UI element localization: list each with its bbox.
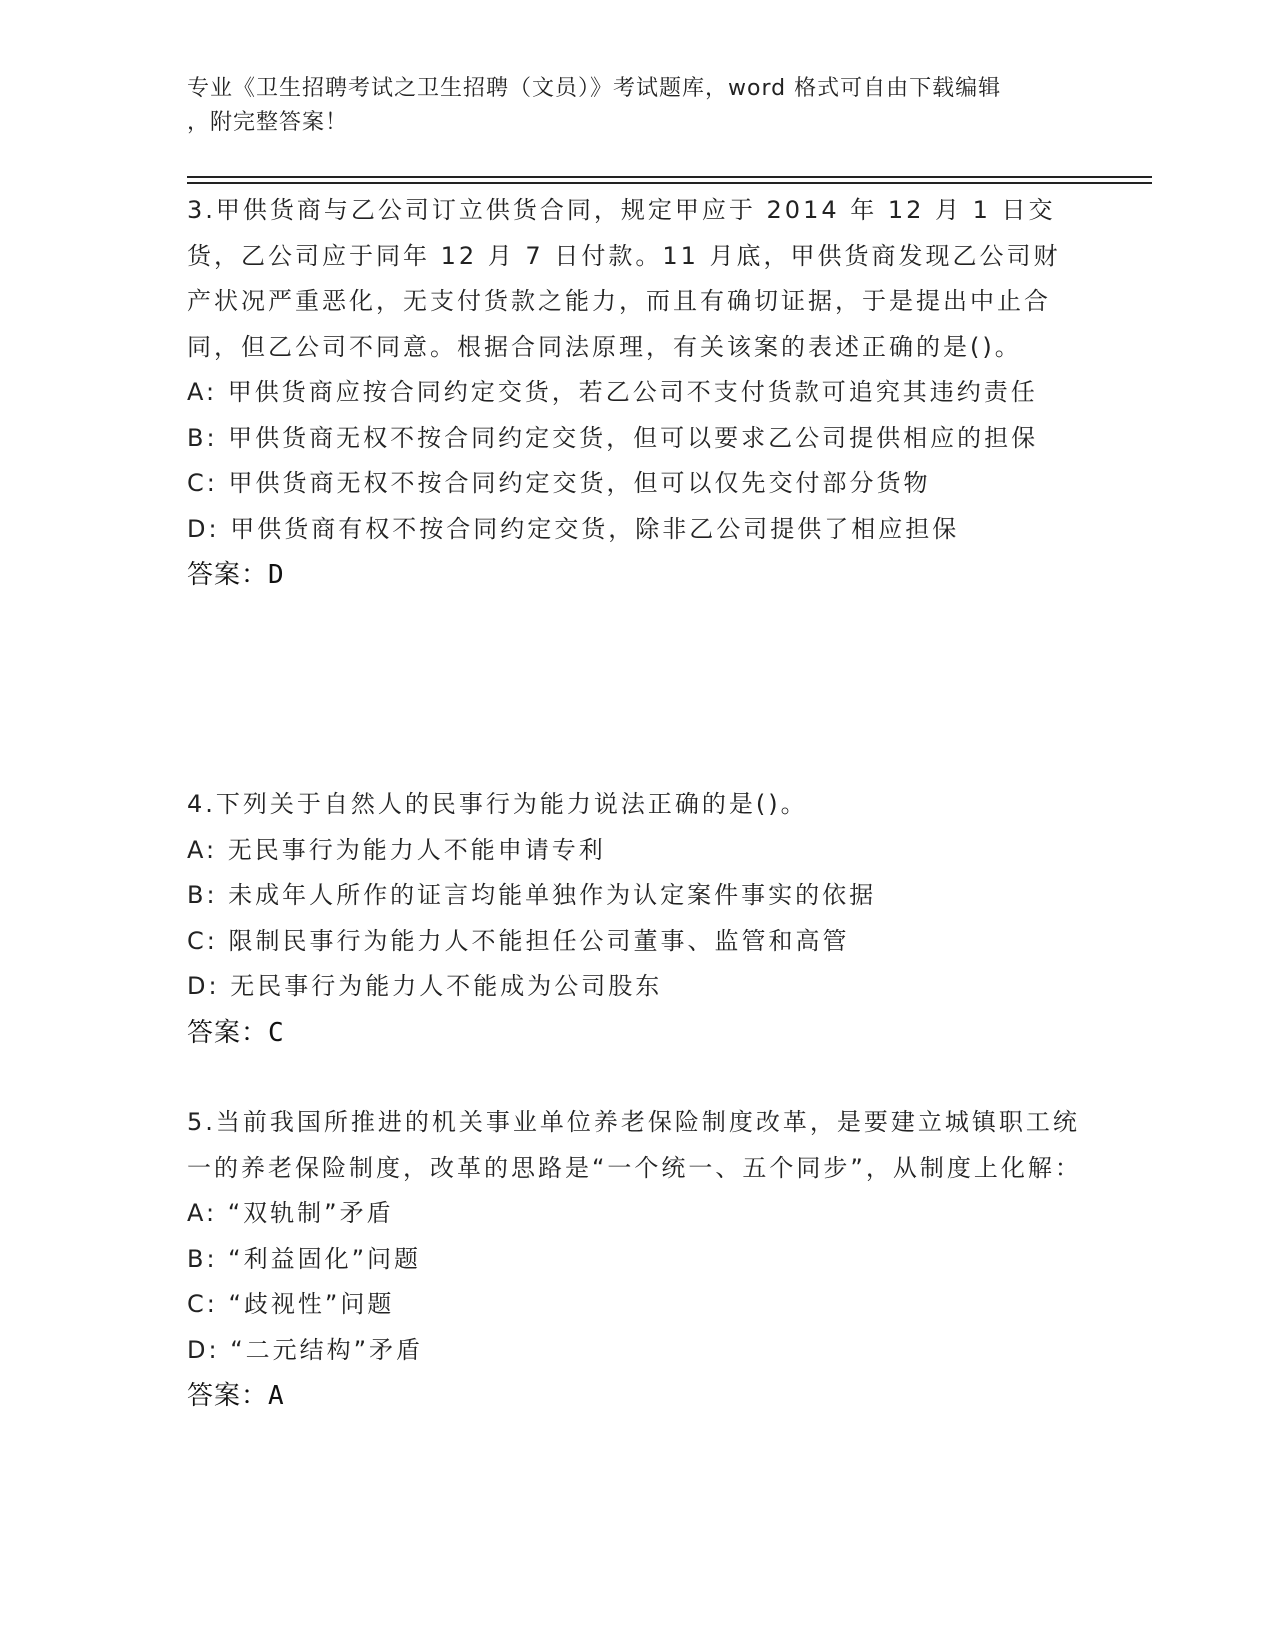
answer-value: A (268, 1381, 285, 1411)
answer-value: D (268, 560, 285, 590)
option-b: B: “利益固化”问题 (187, 1244, 422, 1273)
option-c: C: “歧视性”问题 (187, 1290, 395, 1318)
option-a: A: “双轨制”矛盾 (187, 1199, 394, 1227)
option-a: A: 甲供货商应按合同约定交货，若乙公司不支付货款可追究其违约责任 (187, 378, 1038, 406)
answer-label: 答案： (187, 1017, 269, 1048)
answer-line (187, 1010, 1087, 1056)
option-b: B: 甲供货商无权不按合同约定交货，但可以要求乙公司提供相应的担保 (187, 423, 1039, 452)
option-b: B: 未成年人所作的证言均能单独作为认定案件事实的依据 (187, 881, 877, 909)
document-header (187, 72, 1067, 140)
question-3 (187, 188, 1087, 598)
question-4 (187, 782, 1087, 1056)
option-d: D: 甲供货商有权不按合同约定交货，除非乙公司提供了相应担保 (187, 514, 960, 543)
option-d: D: “二元结构”矛盾 (187, 1335, 424, 1364)
answer-label: 答案： (187, 1381, 269, 1411)
question-text: 3.甲供货商与乙公司订立供货合同，规定甲应于 2014 年 12 月 1 日交货，乙公司应于同年 12 月 7 日付款。11 月底，甲供货商发现乙公司财产状况严重恶化，无支付货款之能力，而且有确切证据，于是提出中止合同，但乙公司不同意。根据合同法原理，有关该案的表述正确的是()。 (187, 196, 1061, 361)
answer-value: C (268, 1017, 285, 1048)
option-a: A: 无民事行为能力人不能申请专利 (187, 835, 606, 864)
header-divider-top (187, 176, 1152, 178)
option-c: C: 甲供货商无权不按合同约定交货，但可以仅先交付部分货物 (187, 469, 931, 497)
question-text: 5.当前我国所推进的机关事业单位养老保险制度改革，是要建立城镇职工统一的养老保险制度，改革的思路是“一个统一、五个同步”，从制度上化解： (187, 1108, 1082, 1182)
answer-line (187, 1373, 1087, 1419)
answer-line (187, 552, 1087, 598)
option-d: D: 无民事行为能力人不能成为公司股东 (187, 972, 663, 1000)
option-c: C: 限制民事行为能力人不能担任公司董事、监管和高管 (187, 926, 850, 955)
header-line-1: 专业《卫生招聘考试之卫生招聘（文员）》考试题库，word 格式可自由下载编辑 (187, 76, 1002, 101)
question-text: 4.下列关于自然人的民事行为能力说法正确的是()。 (187, 790, 808, 818)
header-divider-bottom (187, 182, 1152, 184)
question-5 (187, 1100, 1087, 1419)
answer-label: 答案： (187, 560, 269, 590)
header-line-2: ，附完整答案！ (187, 110, 349, 135)
